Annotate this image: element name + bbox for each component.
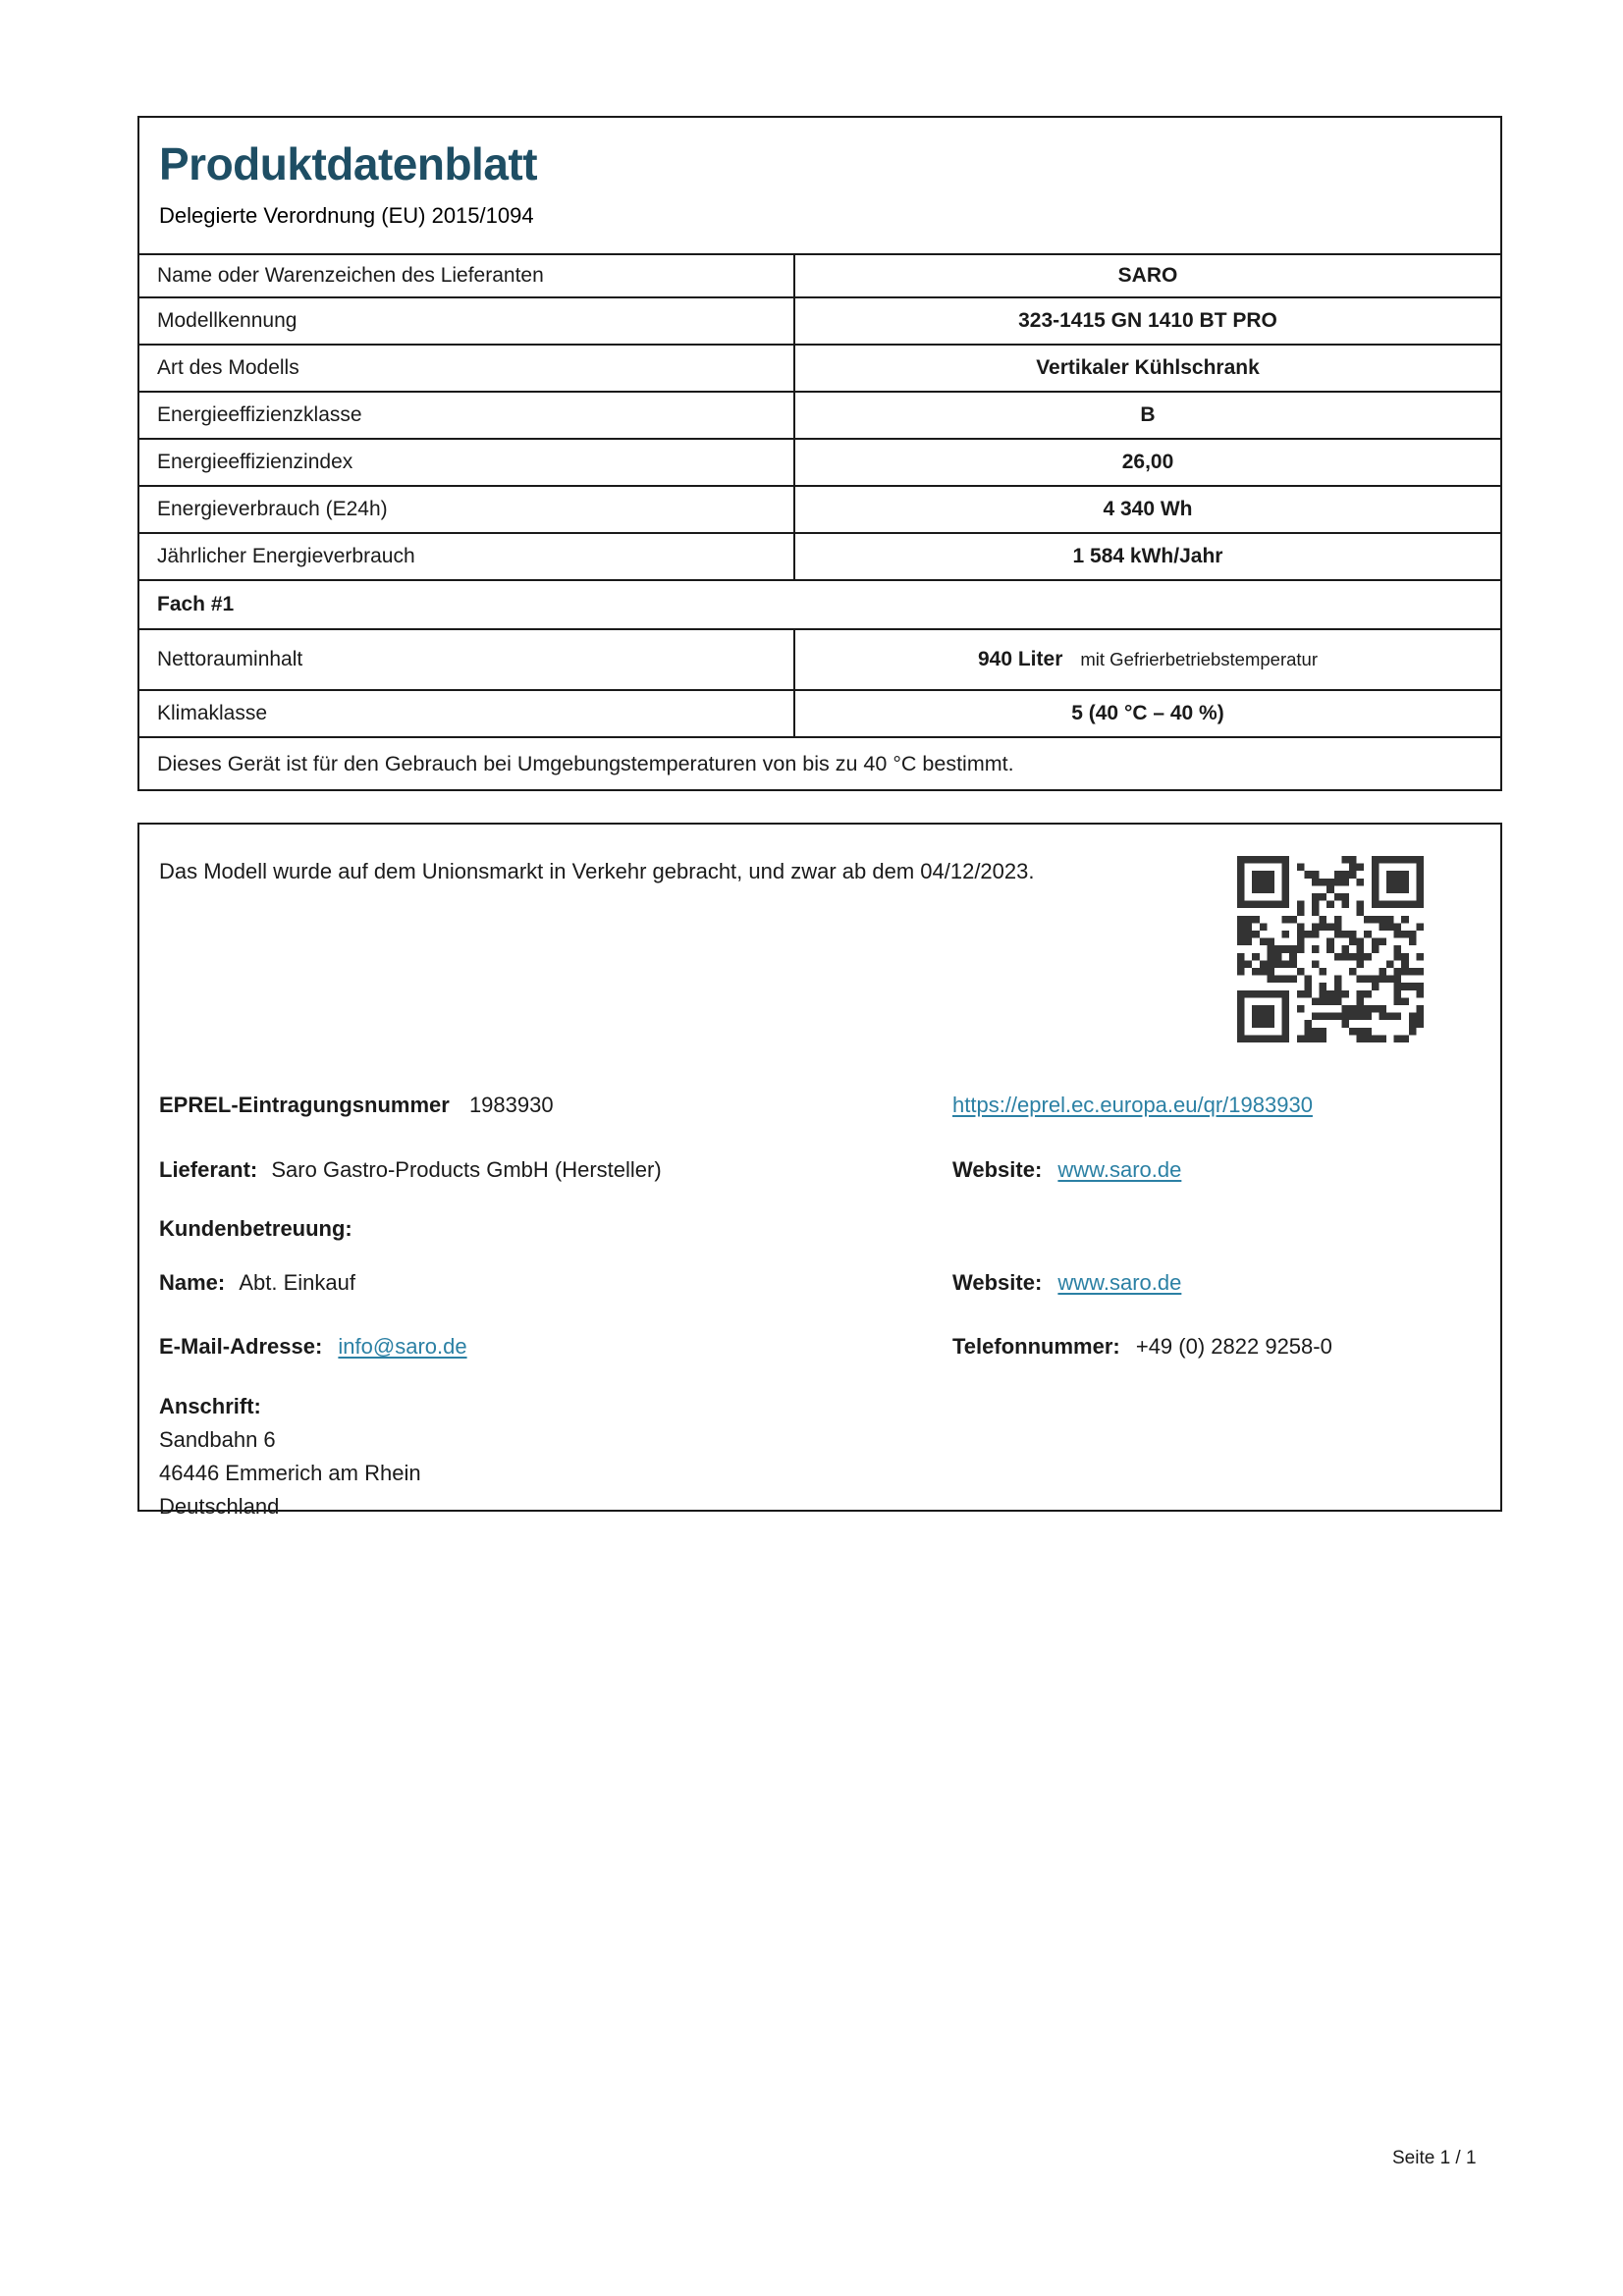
qr-code [1237, 856, 1424, 1042]
row-value: SARO [1117, 264, 1178, 287]
ambient-temperature-note: Dieses Gerät ist für den Gebrauch bei Umgebungstemperaturen von bis zu 40 °C bestimmt. [139, 736, 1500, 789]
table-row [139, 344, 1500, 391]
table-row [139, 485, 1500, 532]
address-line: Sandbahn 6 [159, 1427, 276, 1452]
phone-label: Telefonnummer: [952, 1334, 1120, 1359]
row-value: 4 340 Wh [1103, 498, 1193, 520]
product-datasheet-box [137, 116, 1502, 791]
address-line: Deutschland [159, 1494, 280, 1519]
row-label: Klimaklasse [139, 691, 795, 736]
table-row [139, 689, 1500, 736]
email-link[interactable]: info@saro.de [338, 1334, 467, 1359]
address-line: 46446 Emmerich am Rhein [159, 1461, 421, 1485]
website-row-2 [952, 1269, 1181, 1297]
supplier-info-box [137, 823, 1502, 1519]
phone-row [952, 1333, 1332, 1361]
page-title: Produktdatenblatt [159, 138, 538, 189]
compartment-section-header: Fach #1 [139, 579, 1500, 628]
website-link[interactable]: www.saro.de [1057, 1157, 1182, 1182]
row-label: Art des Modells [139, 346, 795, 391]
table-row [139, 391, 1500, 438]
eprel-label: EPREL-Eintragungsnummer [159, 1093, 450, 1117]
table-row [139, 296, 1500, 344]
table-row [139, 532, 1500, 579]
row-label: Energieeffizienzklasse [139, 393, 795, 438]
regulation-subtitle: Delegierte Verordnung (EU) 2015/1094 [159, 202, 534, 228]
row-label: Modellkennung [139, 298, 795, 344]
eprel-value: 1983930 [468, 1093, 554, 1117]
table-row [139, 253, 1500, 296]
customer-support-heading: Kundenbetreuung: [159, 1216, 352, 1241]
supplier-label: Lieferant: [159, 1157, 258, 1182]
contact-name-row [159, 1269, 355, 1297]
website-link[interactable]: www.saro.de [1057, 1270, 1182, 1295]
page-indicator: Seite 1 / 1 [1392, 2148, 1477, 2168]
market-placement-text: Das Modell wurde auf dem Unionsmarkt in Verkehr gebracht, und zwar ab dem 04/12/2023. [159, 859, 1035, 883]
datasheet-header [139, 118, 1500, 253]
website-label: Website: [952, 1270, 1043, 1295]
eprel-link-row [952, 1092, 1313, 1119]
row-label: Energieverbrauch (E24h) [139, 487, 795, 532]
table-row [139, 438, 1500, 485]
row-label: Jährlicher Energieverbrauch [139, 534, 795, 579]
row-value: B [1140, 403, 1156, 426]
address-block [159, 1390, 421, 1523]
eprel-link[interactable]: https://eprel.ec.europa.eu/qr/1983930 [952, 1093, 1313, 1117]
row-label: Nettorauminhalt [139, 630, 795, 689]
supplier-value: Saro Gastro-Products GmbH (Hersteller) [271, 1157, 662, 1182]
row-value: 5 (40 °C – 40 %) [1071, 702, 1224, 724]
row-label: Name oder Warenzeichen des Lieferanten [139, 255, 795, 296]
table-row [139, 628, 1500, 689]
eprel-number-row [159, 1092, 554, 1119]
row-label: Energieeffizienzindex [139, 440, 795, 485]
row-value [795, 630, 1500, 689]
name-label: Name: [159, 1270, 226, 1295]
address-heading: Anschrift: [159, 1394, 261, 1418]
volume-value: 940 Liter [977, 648, 1063, 670]
supplier-row [159, 1156, 662, 1184]
row-value: 323-1415 GN 1410 BT PRO [1018, 309, 1277, 332]
row-value: 26,00 [1121, 451, 1174, 473]
email-label: E-Mail-Adresse: [159, 1334, 323, 1359]
row-value: 1 584 kWh/Jahr [1072, 545, 1223, 567]
website-label: Website: [952, 1157, 1043, 1182]
email-row [159, 1333, 467, 1361]
name-value: Abt. Einkauf [239, 1270, 356, 1295]
row-value: Vertikaler Kühlschrank [1036, 356, 1260, 379]
volume-suffix: mit Gefrierbetriebstemperatur [1080, 649, 1318, 669]
website-row [952, 1156, 1181, 1184]
phone-value: +49 (0) 2822 9258-0 [1135, 1334, 1332, 1359]
